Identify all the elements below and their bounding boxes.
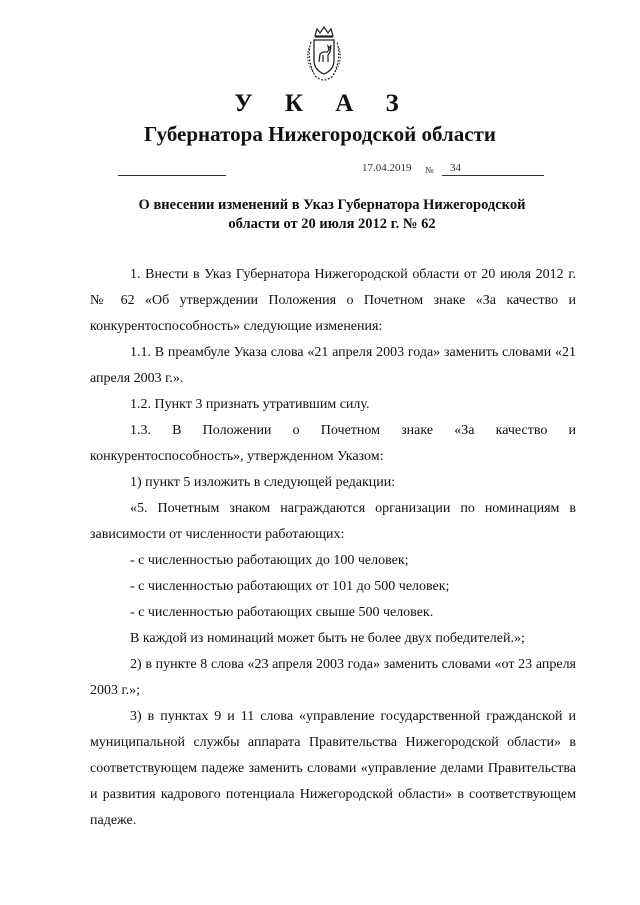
paragraph: - с численностью работающих от 101 до 500 человек; bbox=[130, 579, 450, 594]
paragraph: - с численностью работающих до 100 человек; bbox=[130, 553, 409, 568]
registration-row bbox=[0, 160, 640, 180]
document-type-title: У К А З bbox=[234, 90, 412, 117]
paragraph: 1.1. В преамбуле Указа слова «21 апреля 2003 года» заменить словами «21 апреля 2003 г.». bbox=[90, 345, 576, 386]
registration-line-right bbox=[442, 175, 544, 176]
paragraph: «5. Почетным знаком награждаются организации по номинациям в зависимости от численности работающих: bbox=[90, 501, 576, 542]
document-heading bbox=[120, 196, 544, 234]
registration-number-label: № bbox=[425, 165, 434, 175]
registration-date: 17.04.2019 bbox=[362, 162, 412, 174]
paragraph: 1) пункт 5 изложить в следующей редакции: bbox=[130, 475, 396, 490]
issuer-subtitle: Губернатора Нижегородской области bbox=[144, 122, 496, 146]
coat-of-arms-icon bbox=[302, 26, 346, 82]
paragraph: 1.2. Пункт 3 признать утратившим силу. bbox=[130, 397, 370, 412]
paragraph: 3) в пунктах 9 и 11 слова «управление государственной гражданской и муниципальной службы аппарата Правительства Нижегородской области» в соответствующем падеже заменить словами «управление делами Правительства и развития кадрового потенциала Нижегородской области» в соответствующем падеже. bbox=[90, 709, 576, 828]
paragraph: 1. Внести в Указ Губернатора Нижегородской области от 20 июля 2012 г. № 62 «Об утверждении Положения о Почетном знаке «За качество и конкурентоспособность» следующие изменения: bbox=[90, 267, 576, 334]
paragraph: В каждой из номинаций может быть не более двух победителей.»; bbox=[130, 631, 525, 646]
paragraph: - с численностью работающих свыше 500 человек. bbox=[130, 605, 434, 620]
document-body bbox=[90, 262, 576, 834]
heading-line: области от 20 июля 2012 г. № 62 bbox=[228, 216, 436, 232]
heading-line: О внесении изменений в Указ Губернатора Нижегородской bbox=[138, 197, 526, 213]
registration-line-left bbox=[118, 175, 226, 176]
paragraph: 1.3. В Положении о Почетном знаке «За качество и конкурентоспособность», утвержденном Указом: bbox=[90, 423, 576, 464]
paragraph: 2) в пункте 8 слова «23 апреля 2003 года» заменить словами «от 23 апреля 2003 г.»; bbox=[90, 657, 576, 698]
registration-number: 34 bbox=[450, 162, 461, 174]
